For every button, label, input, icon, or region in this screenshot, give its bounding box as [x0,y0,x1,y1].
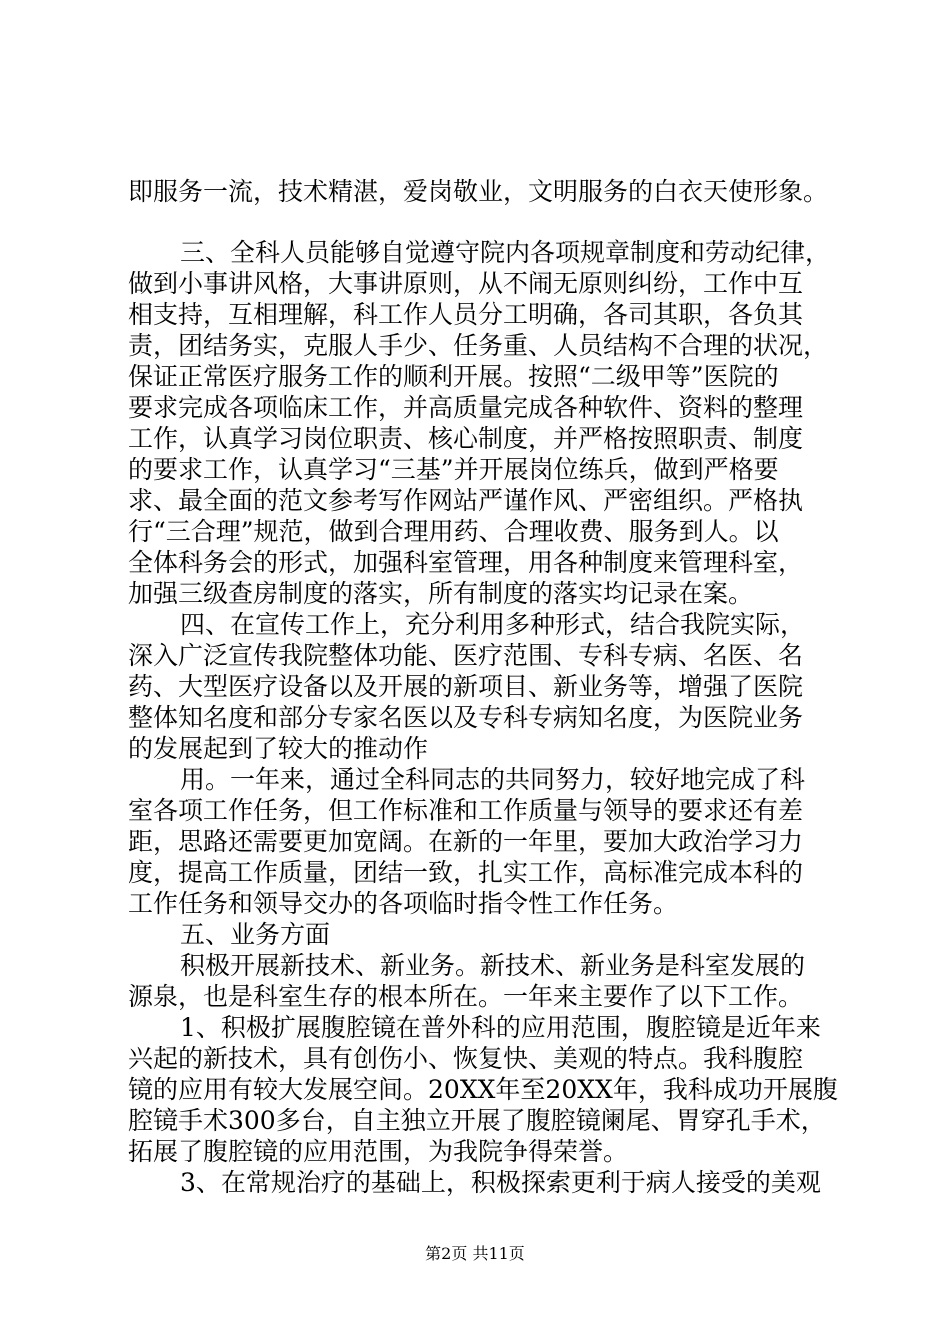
text-line: 拓展了腹腔镜的应用范围，为我院争得荣誉。 [128,1137,629,1166]
text-line: 距，思路还需要更加宽阔。在新的一年里，要加大政治学习力 [128,827,804,856]
paragraph-gap [128,207,848,237]
text-line: 行“三合理”规范，做到合理用药、合理收费、服务到人。以 [128,517,779,546]
text-line: 腔镜手术300多台，自主独立开展了腹腔镜阑尾、胃穿孔手术， [128,1106,826,1135]
text-line: 源泉，也是科室生存的根本所在。一年来主要作了以下工作。 [128,982,804,1011]
text-line: 加强三级查房制度的落实，所有制度的落实均记录在案。 [128,579,754,608]
text-line: 镜的应用有较大发展空间。20XX年至20XX年，我科成功开展腹 [128,1075,838,1104]
text-line: 五、业务方面 [180,920,331,949]
text-line: 兴起的新技术，具有创伤小、恢复快、美观的特点。我科腹腔 [128,1044,804,1073]
text-line: 四、在宣传工作上，充分利用多种形式，结合我院实际， [180,610,806,639]
text-line: 度，提高工作质量，团结一致，扎实工作，高标准完成本科的 [128,858,804,887]
text-line: 深入广泛宣传我院整体功能、医疗范围、专科专病、名医、名 [128,641,804,670]
text-line: 1、积极扩展腹腔镜在普外科的应用范围，腹腔镜是近年来 [180,1013,821,1042]
text-line: 求、最全面的范文参考写作网站严谨作风、严密组织。严格执 [128,486,804,515]
document-body [128,176,848,1198]
text-line: 相支持，互相理解，科工作人员分工明确，各司其职，各负其 [128,300,804,329]
text-line: 责，团结务实，克服人手少、任务重、人员结构不合理的状况， [128,331,829,360]
text-line: 工作任务和领导交办的各项临时指令性工作任务。 [128,889,679,918]
text-line: 即服务一流，技术精湛，爱岗敬业，文明服务的白衣天使形象。 [128,177,829,206]
text-line: 室各项工作任务，但工作标准和工作质量与领导的要求还有差 [128,796,804,825]
text-line: 保证正常医疗服务工作的顺利开展。按照“二级甲等”医院的 [128,362,779,391]
text-line: 工作，认真学习岗位职责、核心制度，并严格按照职责、制度 [128,424,804,453]
text-line: 要求完成各项临床工作，并高质量完成各种软件、资料的整理 [128,393,804,422]
text-line: 药、大型医疗设备以及开展的新项目、新业务等，增强了医院 [128,672,804,701]
text-line: 积极开展新技术、新业务。新技术、新业务是科室发展的 [180,951,806,980]
text-line: 的发展起到了较大的推动作 [128,734,429,763]
text-line: 的要求工作，认真学习“三基”并开展岗位练兵，做到严格要 [128,455,779,484]
page-footer: 第2页 共11页 [425,1244,525,1263]
text-line: 做到小事讲风格，大事讲原则，从不闹无原则纠纷，工作中互 [128,269,804,298]
text-line: 整体知名度和部分专家名医以及专科专病知名度，为医院业务 [128,703,804,732]
text-line: 用。一年来，通过全科同志的共同努力，较好地完成了科 [180,765,806,794]
text-line: 全体科务会的形式，加强科室管理，用各种制度来管理科室， [128,548,804,577]
text-line: 三、全科人员能够自觉遵守院内各项规章制度和劳动纪律， [180,238,831,267]
text-line: 3、在常规治疗的基础上，积极探索更利于病人接受的美观 [180,1168,821,1197]
